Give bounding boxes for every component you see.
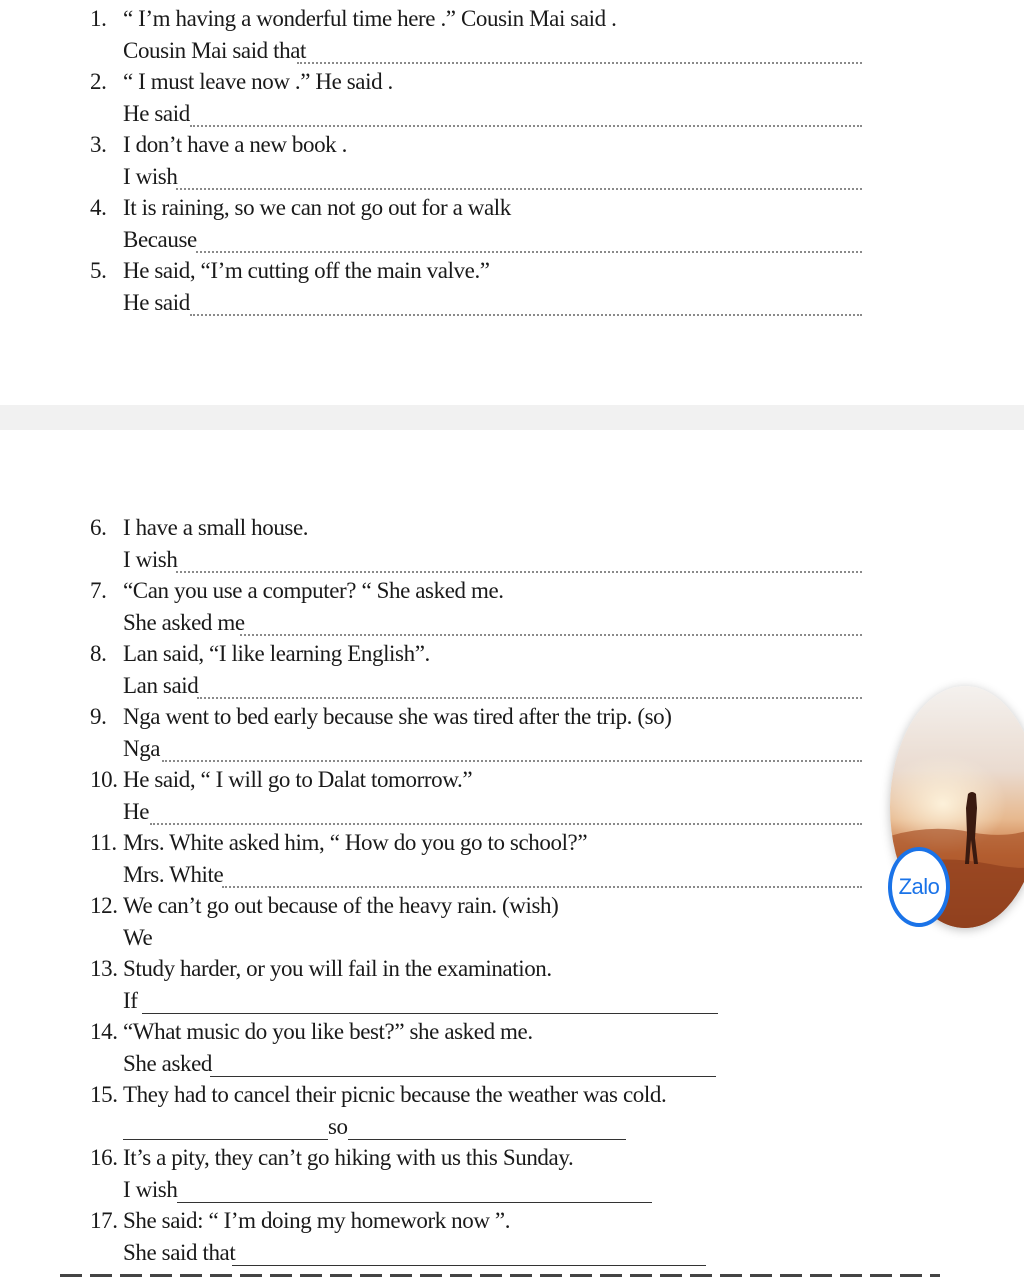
exercise-10 — [0, 764, 1024, 828]
exercise-question: Nga went to bed early because she was tired after the trip. (so) — [123, 704, 672, 729]
exercise-question: He said, “ I will go to Dalat tomorrow.” — [123, 767, 473, 792]
exercise-number: 7. — [90, 578, 107, 603]
answer-blank[interactable] — [177, 1202, 652, 1203]
exercise-question: I don’t have a new book . — [123, 132, 347, 157]
answer-prompt: She asked me — [123, 610, 245, 635]
answer-prompt: I wish — [123, 547, 178, 572]
answer-blank[interactable] — [176, 188, 862, 190]
answer-prompt: I wish — [123, 1177, 178, 1202]
exercise-question: Lan said, “I like learning English”. — [123, 641, 430, 666]
exercise-number: 10. — [90, 767, 118, 792]
answer-prompt: She asked — [123, 1051, 213, 1076]
exercise-number: 17. — [90, 1208, 118, 1233]
exercise-9 — [0, 701, 1024, 765]
exercise-number: 16. — [90, 1145, 118, 1170]
answer-blank[interactable] — [176, 571, 862, 573]
answer-blank[interactable] — [142, 1013, 718, 1014]
answer-blank[interactable] — [190, 125, 862, 127]
exercise-number: 8. — [90, 641, 107, 666]
answer-prompt: If — [123, 988, 138, 1013]
exercise-number: 6. — [90, 515, 107, 540]
exercise-number: 3. — [90, 132, 107, 157]
answer-blank-left[interactable] — [123, 1139, 328, 1140]
exercise-11 — [0, 827, 1024, 891]
exercise-1 — [0, 3, 1024, 67]
exercise-number: 1. — [90, 6, 107, 31]
exercise-question: It’s a pity, they can’t go hiking with us this Sunday. — [123, 1145, 574, 1170]
exercise-5 — [0, 255, 1024, 319]
cut-off-next-section — [60, 1272, 940, 1280]
exercise-question: “ I must leave now .” He said . — [123, 69, 393, 94]
answer-prompt: We — [123, 925, 153, 950]
answer-prompt: He — [123, 799, 150, 824]
answer-blank[interactable] — [190, 314, 862, 316]
document-page-2 — [0, 430, 1024, 1280]
exercise-8 — [0, 638, 1024, 702]
exercise-number: 5. — [90, 258, 107, 283]
exercise-6 — [0, 512, 1024, 576]
exercise-question: They had to cancel their picnic because the weather was cold. — [123, 1082, 667, 1107]
answer-blank[interactable] — [232, 1265, 706, 1266]
exercise-3 — [0, 129, 1024, 193]
answer-prompt: Because — [123, 227, 197, 252]
answer-prompt: Nga — [123, 736, 161, 761]
answer-blank[interactable] — [162, 760, 862, 762]
exercise-4 — [0, 192, 1024, 256]
answer-prompt: He said — [123, 101, 190, 126]
conjunction-word: so — [328, 1114, 348, 1139]
exercise-number: 15. — [90, 1082, 118, 1107]
zalo-logo[interactable]: Zalo — [888, 847, 950, 927]
exercise-question: He said, “I’m cutting off the main valve.” — [123, 258, 490, 283]
exercise-question: “Can you use a computer? “ She asked me. — [123, 578, 504, 603]
exercise-17 — [0, 1205, 1024, 1269]
answer-blank[interactable] — [240, 634, 862, 636]
answer-blank[interactable] — [210, 1076, 716, 1077]
answer-prompt: Cousin Mai said that — [123, 38, 307, 63]
exercise-number: 9. — [90, 704, 107, 729]
exercise-13 — [0, 953, 1024, 1017]
exercise-12 — [0, 890, 1024, 954]
exercise-number: 12. — [90, 893, 118, 918]
answer-blank[interactable] — [297, 62, 862, 64]
exercise-16 — [0, 1142, 1024, 1206]
exercise-15 — [0, 1079, 1024, 1143]
exercise-question: It is raining, so we can not go out for a walk — [123, 195, 511, 220]
answer-blank[interactable] — [197, 697, 862, 699]
answer-blank-right[interactable] — [348, 1139, 626, 1140]
exercise-question: “ I’m having a wonderful time here .” Cousin Mai said . — [123, 6, 617, 31]
answer-blank[interactable] — [222, 886, 862, 888]
answer-blank[interactable] — [196, 251, 862, 253]
exercise-question: She said: “ I’m doing my homework now ”. — [123, 1208, 511, 1233]
answer-prompt: I wish — [123, 164, 178, 189]
answer-prompt: She said that — [123, 1240, 236, 1265]
exercise-number: 4. — [90, 195, 107, 220]
answer-blank[interactable] — [150, 823, 862, 825]
exercise-number: 11. — [90, 830, 117, 855]
exercise-7 — [0, 575, 1024, 639]
exercise-14 — [0, 1016, 1024, 1080]
exercise-number: 2. — [90, 69, 107, 94]
exercise-number: 14. — [90, 1019, 118, 1044]
document-page-1 — [0, 0, 1024, 405]
answer-prompt: Mrs. White — [123, 862, 224, 887]
exercise-question: “What music do you like best?” she asked me. — [123, 1019, 533, 1044]
exercise-question: We can’t go out because of the heavy rain. (wish) — [123, 893, 559, 918]
exercise-number: 13. — [90, 956, 118, 981]
answer-prompt: Lan said — [123, 673, 199, 698]
exercise-question: Study harder, or you will fail in the examination. — [123, 956, 552, 981]
page-gap — [0, 405, 1024, 430]
exercise-question: I have a small house. — [123, 515, 309, 540]
exercise-2 — [0, 66, 1024, 130]
answer-prompt: He said — [123, 290, 190, 315]
exercise-question: Mrs. White asked him, “ How do you go to school?” — [123, 830, 588, 855]
